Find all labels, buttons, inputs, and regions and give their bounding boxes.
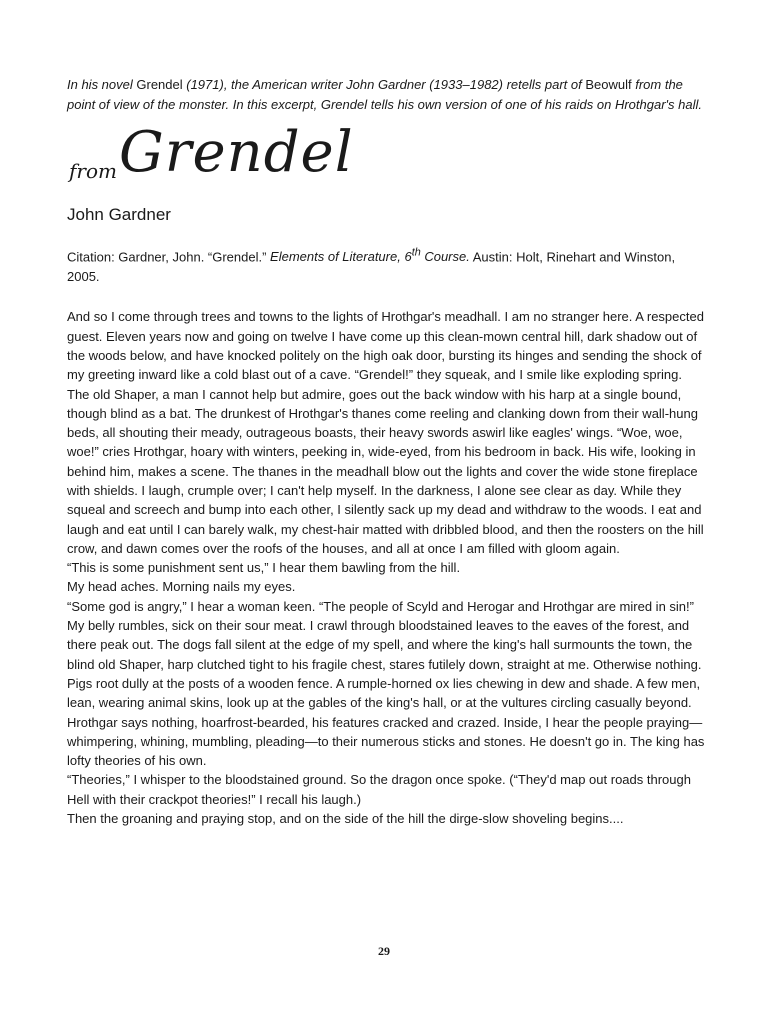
title-grendel: Grendel	[119, 120, 354, 185]
excerpt-paragraph: “Theories,” I whisper to the bloodstained ground. So the dragon once spoke. (“They'd map out roads through Hell with their crackpot theories!” I recall his laugh.)	[67, 772, 691, 807]
excerpt-paragraph: My head aches. Morning nails my eyes.	[67, 579, 296, 595]
citation-source-end: Course.	[420, 249, 470, 265]
citation	[67, 244, 707, 286]
intro-text-1: In his novel	[67, 77, 137, 92]
intro-text-2: (1971), the American writer John Gardner (1933–1982) retells part of	[182, 77, 586, 92]
excerpt-paragraph: Then the groaning and praying stop, and on the side of the hill the dirge-slow shoveling begins....	[67, 811, 624, 827]
author-name: John Gardner	[67, 205, 171, 224]
citation-source: Elements of Literature, 6	[270, 249, 412, 265]
selection-title	[67, 120, 707, 189]
citation-suffix: Austin: Holt, Rinehart and Winston, 2005.	[67, 249, 676, 284]
novel-title: Grendel	[136, 77, 183, 92]
page-number: 29	[378, 944, 390, 958]
excerpt-paragraph: “Some god is angry,” I hear a woman keen. “The people of Scyld and Herogar and Hrothgar are mired in sin!”	[67, 598, 694, 614]
citation-prefix: Citation: Gardner, John. “Grendel.”	[67, 249, 271, 265]
excerpt-paragraph: And so I come through trees and towns to the lights of Hrothgar's meadhall. I am no stranger here. A respected guest. Eleven years now and going on twelve I have come up this clean-mown central hill, dark shadow out of the woods below, and have knocked politely on the high oak door, bursting its hinges and sending the shock of my greeting inward like a cold blast out of a cave. “Grendel!” they squeak, and I smile like exploding spring. The old Shaper, a man I cannot help but admire, goes out the back window with his harp at a single bound, though blind as a bat. The drunkest of Hrothgar's thanes come reeling and clanking down from their wall-hung beds, all shouting their meady, outrageous boasts, their heavy swords aswirl like eagles' wings. “Woe, woe, woe!” cries Hrothgar, hoary with winters, peeking in, wide-eyed, from his bedroom in back. His wife, looking in behind him, makes a scene. The thanes in the meadhall blow out the lights and cover the wide stone fireplace with shields. I laugh, crumple over; I can't help myself. In the darkness, I alone see clear as day. While they squeal and screech and bump into each other, I silently sack up my dead and withdraw to the woods. I eat and laugh and eat until I can barely walk, my chest-hair matted with dribbled blood, and then the roosters on the hill crow, and dawn comes over the roofs of the houses, and all at once I am filled with gloom again.	[67, 309, 704, 556]
page-content	[67, 75, 707, 828]
excerpt-paragraph: My belly rumbles, sick on their sour meat. I crawl through bloodstained leaves to the eaves of the forest, and there peak out. The dogs fall silent at the edge of my spell, and where the king's hall surmounts the town, the blind old Shaper, harp clutched tight to his fragile chest, stares futilely down, straight at me. Otherwise nothing. Pigs root dully at the posts of a wooden fence. A rumple-horned ox lies chewing in dew and shade. A few men, lean, wearing animal skins, look up at the gables of the king's hall, or at the vultures circling casually beyond. Hrothgar says nothing, hoarfrost-bearded, his features cracked and crazed. Inside, I hear the people praying—whimpering, whining, mumbling, pleading—to their numerous sticks and stones. He doesn't go in. The king has lofty theories of his own.	[67, 618, 705, 769]
citation-superscript: th	[411, 247, 421, 259]
excerpt-body	[67, 307, 707, 828]
title-from: from	[69, 159, 117, 183]
poem-title: Beowulf	[585, 77, 632, 92]
intro-text-3: from the point of view of the monster. In this excerpt, Grendel tells his own version of one of his raids on Hrothgar's hall.	[67, 77, 702, 112]
intro-paragraph	[67, 75, 707, 114]
excerpt-paragraph: “This is some punishment sent us,” I hear them bawling from the hill.	[67, 560, 461, 576]
